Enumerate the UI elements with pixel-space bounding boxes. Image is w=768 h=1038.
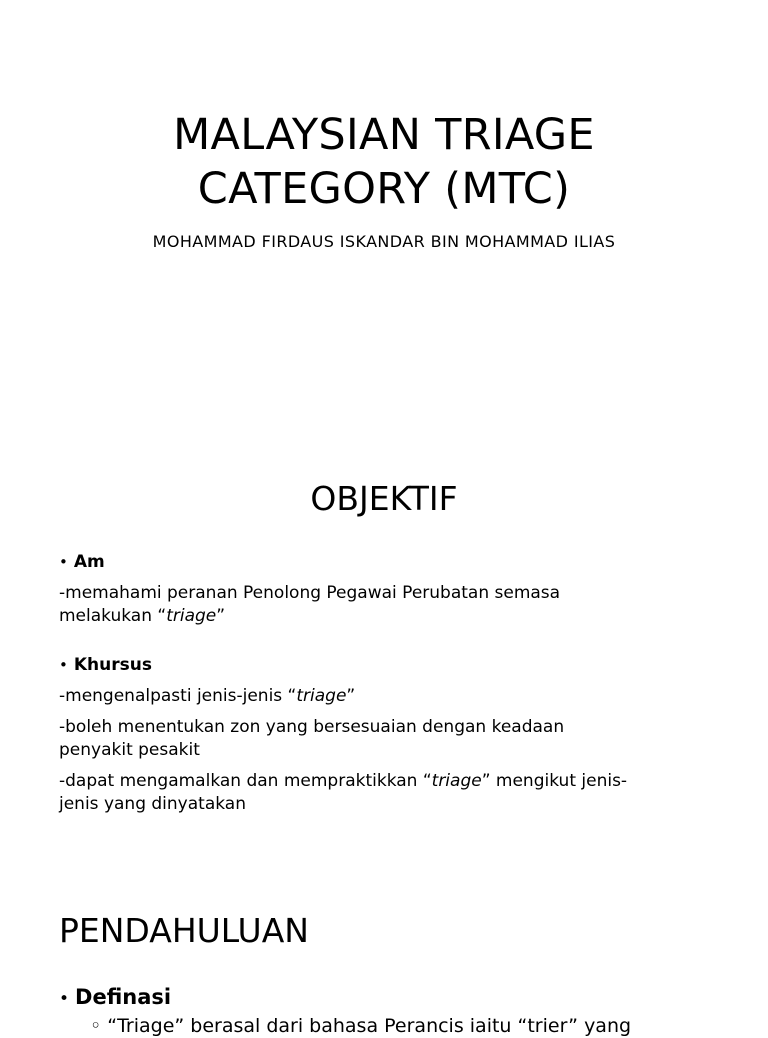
author-name: MOHAMMAD FIRDAUS ISKANDAR BIN MOHAMMAD ILIAS bbox=[152, 232, 616, 251]
title-line-2: CATEGORY (MTC) bbox=[197, 164, 571, 214]
title-line-1: MALAYSIAN TRIAGE bbox=[173, 110, 595, 160]
k2-line-1: -boleh menentukan zon yang bersesuaian dengan keadaan bbox=[59, 717, 565, 737]
presentation-title bbox=[0, 108, 768, 216]
am-heading-label: Am bbox=[73, 552, 105, 572]
am-line-2-em: triage bbox=[166, 606, 217, 626]
khursus-item-2 bbox=[59, 716, 709, 762]
am-heading bbox=[59, 551, 709, 574]
objektif-body bbox=[59, 551, 709, 816]
khursus-item-3 bbox=[59, 770, 709, 816]
bullet-icon: • bbox=[59, 656, 68, 674]
k3-em: triage bbox=[431, 771, 482, 791]
k1-pre: -mengenalpasti jenis-jenis “ bbox=[59, 686, 297, 706]
k1-em: triage bbox=[296, 686, 347, 706]
am-line-2-post: ” bbox=[216, 606, 226, 626]
am-line-1: -memahami peranan Penolong Pegawai Perubatan semasa bbox=[59, 583, 561, 603]
khursus-heading-label: Khursus bbox=[73, 655, 152, 675]
pendahuluan-body bbox=[59, 983, 171, 1013]
k2-line-2: penyakit pesakit bbox=[59, 740, 200, 760]
k3-line-2: jenis yang dinyatakan bbox=[59, 794, 246, 814]
definasi-sub-item: ◦ “Triage” berasal dari bahasa Perancis iaitu “trier” yang bbox=[90, 1015, 632, 1037]
bullet-icon: • bbox=[59, 553, 68, 571]
am-line-2-pre: melakukan “ bbox=[59, 606, 167, 626]
definasi-heading bbox=[59, 983, 171, 1013]
khursus-item-1 bbox=[59, 685, 709, 708]
k3-post: ” mengikut jenis- bbox=[481, 771, 628, 791]
k3-pre: -dapat mengamalkan dan mempraktikkan “ bbox=[59, 771, 432, 791]
khursus-heading bbox=[59, 654, 709, 677]
definasi-heading-label: Definasi bbox=[75, 985, 172, 1009]
objektif-title: OBJEKTIF bbox=[310, 479, 458, 518]
k1-post: ” bbox=[346, 686, 356, 706]
bullet-icon: • bbox=[59, 989, 70, 1009]
am-text bbox=[59, 582, 709, 628]
pendahuluan-title: PENDAHULUAN bbox=[59, 911, 309, 950]
